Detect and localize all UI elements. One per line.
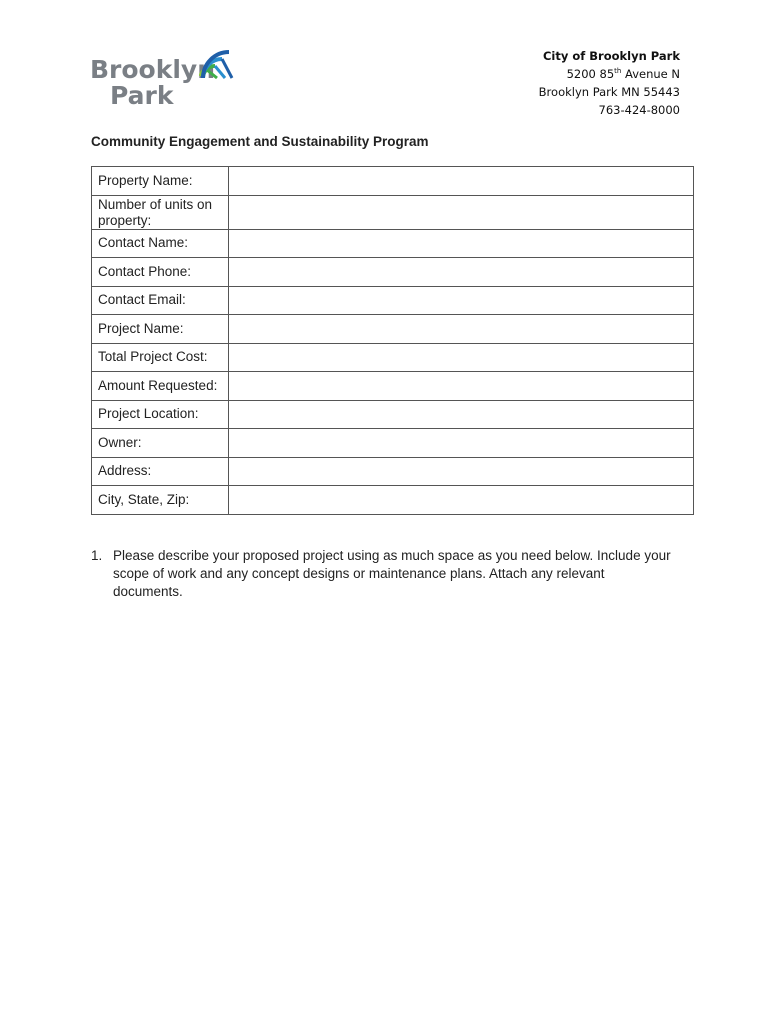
question-text: Please describe your proposed project using as much space as you need below. Include your scope of work and any concept designs or maintenance plans. Attach any relevant documents. [113,548,671,599]
form-row [92,258,694,287]
form-row [92,315,694,344]
form-row [92,167,694,196]
address-org-name: City of Brooklyn Park [542,49,680,63]
form-row [92,195,694,229]
form-field-label: City, State, Zip: [92,486,229,515]
form-field-label: Project Name: [92,315,229,344]
form-row [92,400,694,429]
address-city-line: Brooklyn Park MN 55443 [538,85,680,99]
form-field-value[interactable] [229,486,694,515]
form-field-value[interactable] [229,258,694,287]
city-address-block [539,47,680,119]
form-field-value[interactable] [229,372,694,401]
form-field-label: Amount Requested: [92,372,229,401]
address-phone: 763-424-8000 [598,103,680,117]
form-field-label: Address: [92,457,229,486]
brooklyn-park-logo-graphic [89,44,239,108]
form-row [92,286,694,315]
form-field-label: Total Project Cost: [92,343,229,372]
form-row [92,229,694,258]
form-field-label: Project Location: [92,400,229,429]
form-row [92,486,694,515]
form-row [92,343,694,372]
form-row [92,372,694,401]
form-field-label: Number of units on property: [92,195,229,229]
logo-text-park: Park [110,81,174,108]
form-field-value[interactable] [229,315,694,344]
form-row [92,457,694,486]
form-field-value[interactable] [229,429,694,458]
question-number: 1. [91,548,103,563]
form-field-value[interactable] [229,167,694,196]
logo-text-brooklyn: Brooklyn [90,55,216,84]
form-field-value[interactable] [229,343,694,372]
address-street [539,65,680,83]
form-field-label: Property Name: [92,167,229,196]
address-street-name: Avenue N [621,67,680,81]
question-1 [91,547,671,601]
form-field-value[interactable] [229,229,694,258]
form-field-value[interactable] [229,457,694,486]
form-field-value[interactable] [229,400,694,429]
form-body [92,167,694,515]
brooklyn-park-logo [89,44,239,108]
form-field-value[interactable] [229,195,694,229]
form-row [92,429,694,458]
address-street-number: 5200 85 [566,67,615,81]
form-field-value[interactable] [229,286,694,315]
property-info-form [91,166,694,515]
form-field-label: Contact Phone: [92,258,229,287]
form-field-label: Owner: [92,429,229,458]
address-street-suffix: th [614,67,622,76]
program-title: Community Engagement and Sustainability Program [91,134,429,149]
form-field-label: Contact Email: [92,286,229,315]
form-field-label: Contact Name: [92,229,229,258]
